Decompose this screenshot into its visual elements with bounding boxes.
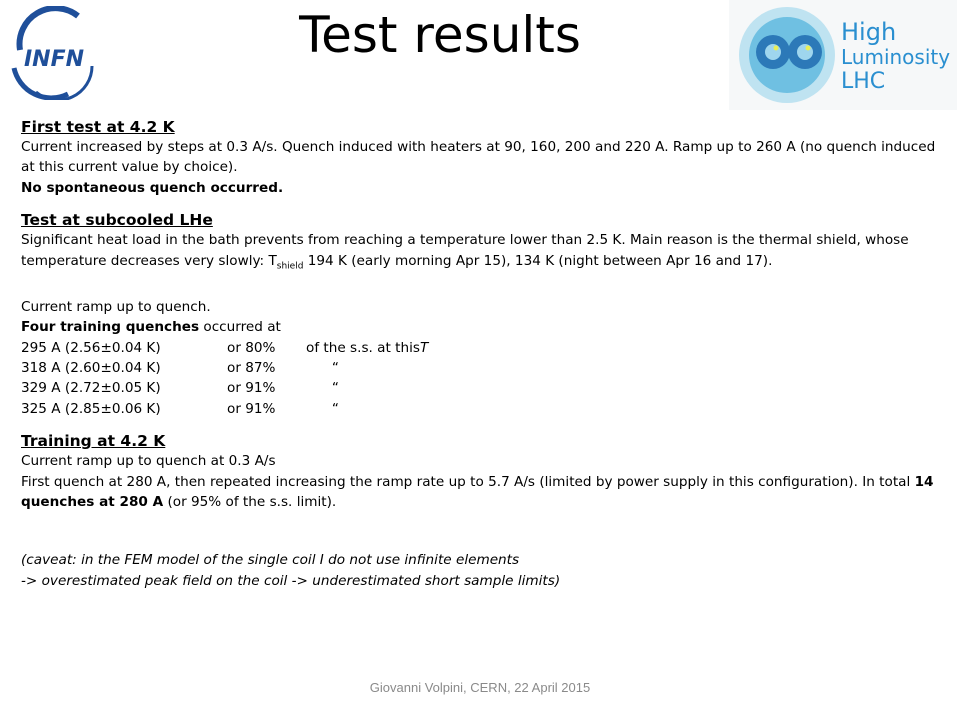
training-quench-intro <box>21 317 941 337</box>
subcooled-text-a: Significant heat load in the bath prevents from reaching a temperature lower than 2.5 K. Main reason is the thermal shield, whose temperature decreases very slowly: T <box>21 232 909 269</box>
slide-body <box>21 117 941 591</box>
quench-row-current: 325 A (2.85±0.06 K) <box>21 400 161 417</box>
quench-row-note-italic: T <box>419 339 429 356</box>
caveat-line2: -> overestimated peak field on the coil -> underestimated short sample limits) <box>21 572 561 589</box>
quench-row-percent: or 91% <box>227 400 276 417</box>
training-quench-bold: Four training quenches <box>21 319 200 336</box>
quench-row-current: 329 A (2.72±0.05 K) <box>21 380 161 397</box>
quench-row-note: of the s.s. at this <box>306 339 420 356</box>
quench-row <box>21 338 941 358</box>
hl-logo-line2: Luminosity <box>841 45 951 69</box>
training-quench-rest: occurred at <box>199 319 281 336</box>
quench-row <box>21 358 941 378</box>
quench-row-note: “ <box>306 380 339 397</box>
training-line2-bold: 14 quenches at 280 A <box>21 473 934 510</box>
quench-row-percent: or 91% <box>227 380 276 397</box>
subcooled-subscript: shield <box>276 261 304 272</box>
training-line2-b: (or 95% of the s.s. limit). <box>163 494 337 510</box>
ramp-text: Current ramp up to quench. <box>21 298 211 315</box>
section-heading-first-test: First test at 4.2 K <box>21 118 175 136</box>
quench-row <box>21 399 941 419</box>
quench-row-note: “ <box>306 359 339 376</box>
page-title: Test results <box>299 6 581 64</box>
hl-logo-line3: LHC <box>841 69 886 94</box>
training-line2 <box>21 472 941 513</box>
quench-row-percent: or 80% <box>227 339 276 356</box>
first-test-description: Current increased by steps at 0.3 A/s. Quench induced with heaters at 90, 160, 200 and 220 A. Ramp up to 260 A (no quench induced at this current value by choice). <box>21 139 936 176</box>
first-test-result: No spontaneous quench occurred. <box>21 179 284 196</box>
hl-logo-line1: High <box>841 18 897 46</box>
quench-row <box>21 378 941 398</box>
quench-row-note: “ <box>306 400 339 417</box>
infn-logo-text: INFN <box>24 47 85 72</box>
footer: Giovanni Volpini, CERN, 22 April 2015 <box>369 680 591 695</box>
caveat-line1: (caveat: in the FEM model of the single coil I do not use infinite elements <box>21 552 520 569</box>
hl-lhc-logo <box>729 0 957 110</box>
quench-row-current: 295 A (2.56±0.04 K) <box>21 339 161 356</box>
subcooled-paragraph <box>21 230 941 277</box>
training-line2-a: First quench at 280 A, then repeated increasing the ramp rate up to 5.7 A/s (limited by power supply in this configuration). In total <box>21 473 915 490</box>
subcooled-text-b: 194 K (early morning Apr 15), 134 K (night between Apr 16 and 17). <box>303 252 773 269</box>
training-line1: Current ramp up to quench at 0.3 A/s <box>21 453 276 470</box>
quench-row-percent: or 87% <box>227 359 276 376</box>
quench-row-current: 318 A (2.60±0.04 K) <box>21 359 161 376</box>
section-heading-subcooled: Test at subcooled LHe <box>21 211 213 230</box>
section-heading-training: Training at 4.2 K <box>21 432 166 451</box>
